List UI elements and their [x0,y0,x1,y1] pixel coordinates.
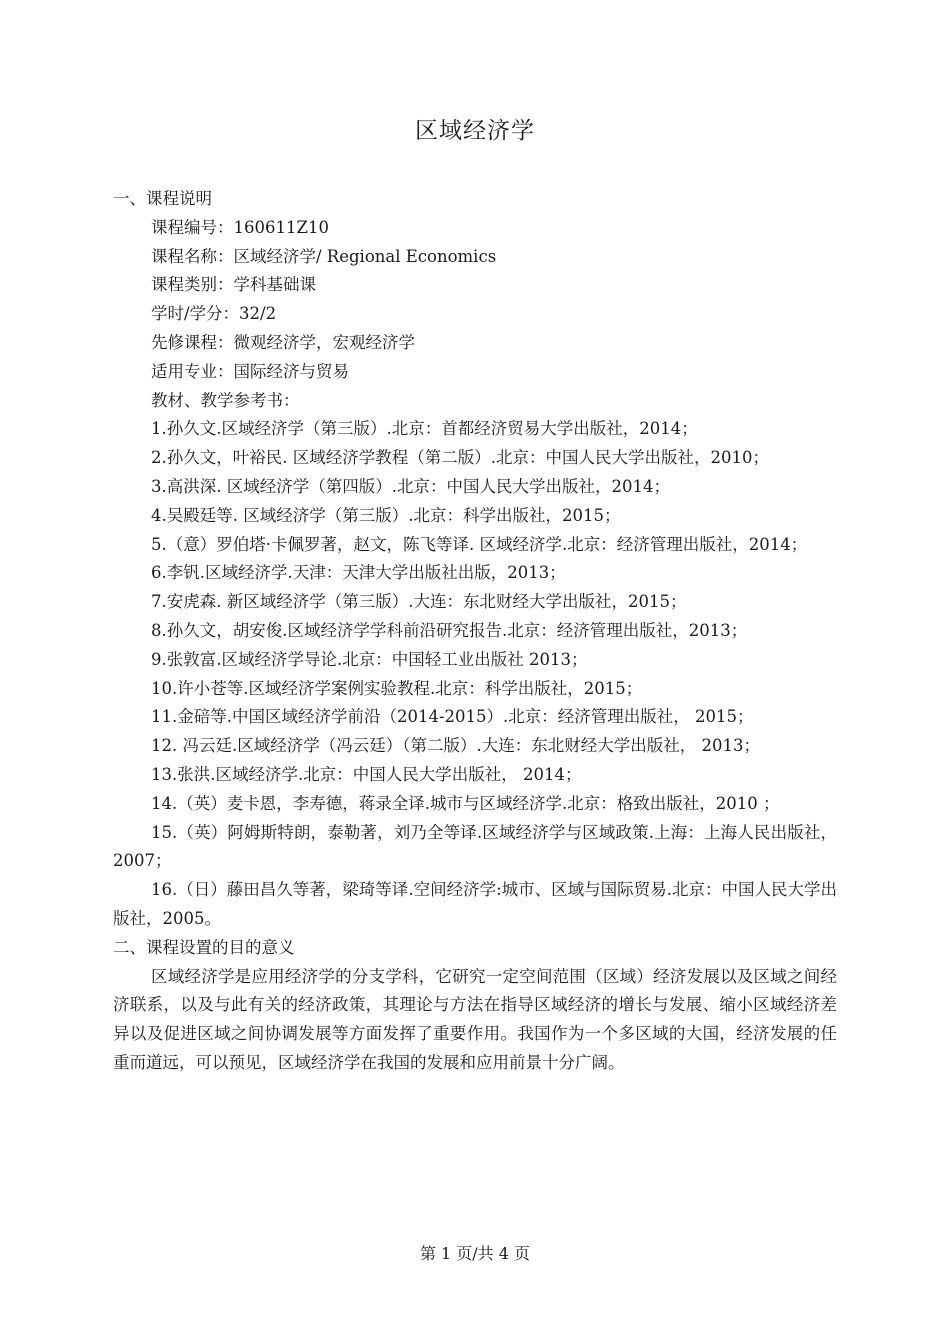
purpose-paragraph: 区域经济学是应用经济学的分支学科，它研究一定空间范围（区域）经济发展以及区域之间经济联系，以及与此有关的经济政策，其理论与方法在指导区域经济的增长与发展、缩小区域经济差异以及促进区域之间协调发展等方面发挥了重要作用。我国作为一个多区域的大国，经济发展的任重而道远，可以预见，区域经济学在我国的发展和应用前景十分广阔。 [113,966,837,1072]
reference-item: 8.孙久文，胡安俊.区域经济学学科前沿研究报告.北京：经济管理出版社，2013； [151,620,748,640]
reference-item: 10.许小苍等.区域经济学案例实验教程.北京：科学出版社，2015； [151,678,643,698]
section-heading-purpose: 二、课程设置的目的意义 [113,937,295,957]
reference-item: 13.张洪.区域经济学.北京：中国人民大学出版社， 2014； [151,764,582,784]
course-prerequisites: 先修课程：微观经济学，宏观经济学 [151,332,415,352]
course-major: 适用专业：国际经济与贸易 [151,361,349,381]
reference-item: 2.孙久文，叶裕民. 区域经济学教程（第二版）.北京：中国人民大学出版社，2010； [151,448,769,468]
section-heading-course-description: 一、课程说明 [113,189,212,208]
course-type: 课程类别：学科基础课 [151,275,316,295]
reference-item: 14.（英）麦卡恩，李寿德，蒋录全译.城市与区域经济学.北京：格致出版社，2010 ； [151,793,780,813]
reference-item: 15.（英）阿姆斯特朗，泰勒著，刘乃全等译.区域经济学与区域政策.上海：上海人民出版社，2007； [113,822,837,871]
reference-item: 9.张敦富.区域经济学导论.北京：中国轻工业出版社 2013； [151,649,588,669]
reference-item: 1.孙久文.区域经济学（第三版）.北京：首都经济贸易大学出版社，2014； [151,419,698,439]
page-footer: 第 1 页/共 4 页 [419,1244,531,1263]
course-hours-credits: 学时/学分：32/2 [151,304,277,324]
reference-item: 5.（意）罗伯塔·卡佩罗著，赵文，陈飞等译. 区域经济学.北京：经济管理出版社，2014； [151,534,808,554]
reference-item: 7.安虎森. 新区域经济学（第三版）.大连：东北财经大学出版社，2015； [151,592,687,612]
reference-item: 3.高洪深. 区域经济学（第四版）.北京：中国人民大学出版社，2014； [151,476,670,496]
reference-list [113,415,837,933]
course-code: 课程编号：160611Z10 [151,217,329,237]
reference-item: 16.（日）藤田昌久等著，梁琦等译.空间经济学:城市、区域与国际贸易.北京：中国人民大学出版社，2005。 [113,880,837,928]
course-name: 课程名称：区域经济学/ Regional Economics [151,246,497,266]
reference-item: 12. 冯云廷.区域经济学（冯云廷）（第二版）.大连：东北财经大学出版社， 2013； [151,736,760,756]
document-body [113,185,837,1078]
reference-item: 6.李钒.区域经济学.天津：天津大学出版社出版，2013； [151,563,566,583]
reference-item: 4.吴殿廷等. 区域经济学（第三版）.北京：科学出版社，2015； [151,505,621,525]
page-title: 区域经济学 [415,118,535,144]
textbooks-label: 教材、教学参考书： [151,390,300,410]
reference-item: 11.金碚等.中国区域经济学前沿（2014-2015）.北京：经济管理出版社， 2015； [151,707,754,727]
